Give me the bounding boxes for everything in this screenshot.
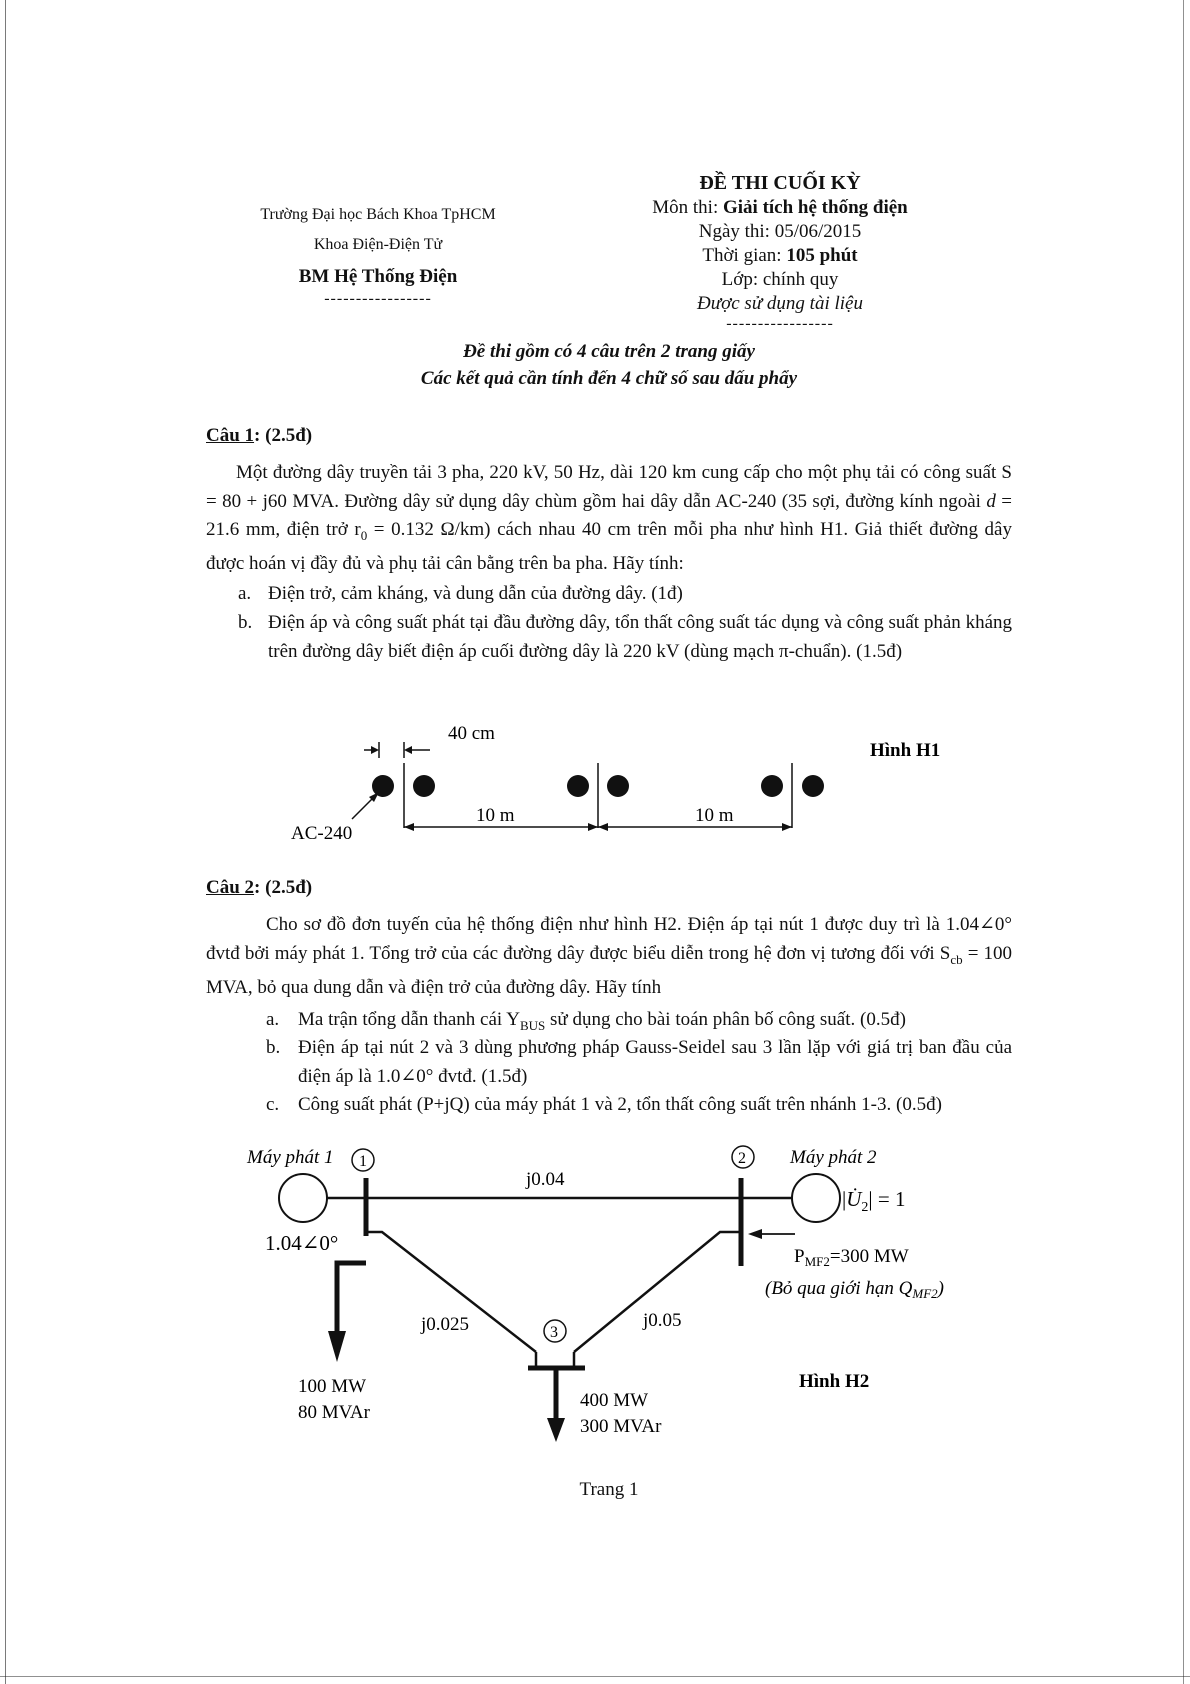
- figure-h1: [280, 715, 941, 850]
- line-1-3-impedance: j0.025: [421, 1314, 470, 1335]
- left-separator: -----------------: [324, 290, 432, 307]
- q1-item-a: a. Điện trở, cảm kháng, và dung dẫn của đường dây. (1đ): [238, 583, 683, 604]
- exam-duration: [612, 245, 948, 267]
- gen1-label: Máy phát 1: [247, 1147, 334, 1168]
- q1-heading: [206, 425, 312, 447]
- conductor-label: AC-240: [291, 823, 353, 844]
- conductor-1b: [413, 775, 435, 797]
- load-1-arrow: [328, 1331, 346, 1362]
- exam-subject: [612, 197, 948, 219]
- conductor-3b: [802, 775, 824, 797]
- q2-item-a: a. Ma trận tổng dẫn thanh cái $Y_{BUS}$ sử dụng cho bài toán phân bố công suất. (0.5đ): [266, 1009, 906, 1033]
- page-number: Trang 1: [579, 1479, 639, 1500]
- load-1-line: [337, 1263, 366, 1331]
- span1-arrow-right: [588, 823, 598, 831]
- q2-heading: [206, 877, 312, 899]
- bus-2-number: 2: [738, 1150, 746, 1167]
- bus2-voltage-magnitude: $|U̇_2| = 1$: [842, 1187, 906, 1215]
- generator-1-symbol: [279, 1174, 327, 1222]
- university-name: Trường Đại học Bách Khoa TpHCM: [260, 206, 496, 223]
- q2-points: : (2.5đ): [254, 877, 313, 898]
- q2-item-c: c. Công suất phát (P+jQ) của máy phát 1 và 2, tổn thất công suất trên nhánh 1-3. (0.5đ): [266, 1094, 942, 1115]
- instruction-line-2: Các kết quả cần tính đến 4 chữ số sau dấu phẩy: [420, 368, 798, 389]
- figure-h2: [0, 1130, 1190, 1460]
- figure-h1-label: Hình H1: [870, 740, 941, 761]
- d-variable: d: [986, 490, 996, 512]
- load1-active: 100 MW: [298, 1376, 367, 1397]
- conductor-2a: [567, 775, 589, 797]
- exam-date: Ngày thi: 05/06/2015: [698, 221, 862, 242]
- q1-label: Câu 1: [206, 425, 255, 446]
- subject-value: Giải tích hệ thống điện: [722, 197, 908, 218]
- bus-1-number: 1: [359, 1153, 367, 1170]
- span1-label: 10 m: [476, 805, 515, 826]
- gen2-label: Máy phát 2: [790, 1147, 877, 1168]
- exam-materials: Được sử dụng tài liệu: [697, 293, 863, 314]
- span1-arrow-left: [404, 823, 414, 831]
- q2-statement: Cho sơ đồ đơn tuyến của hệ thống điện như hình H2. Điện áp tại nút 1 được duy trì là 1.04∠0° đvtđ bởi máy phát 1. Tổng trở của các đường dây được biểu diễn trong hệ đơn vị tương đối với $S_{cb} = 100$ MVA, bỏ qua dung dẫn và điện trở của đường dây. Hãy tính: [206, 914, 1012, 998]
- q1-statement: Một đường dây truyền tải 3 pha, 220 kV, 50 Hz, dài 120 km cung cấp cho một phụ tải có công suất S = 80 + j60 MVA. Đường dây sử dụng dây chùm gồm hai dây dẫn AC-240 (35 sợi, đường kính ngoài d = 21.6 mm, điện trở $r_0 = 0.132$ Ω/km) cách nhau 40 cm trên mỗi pha như hình H1. Giả thiết đường dây được hoán vị đầy đủ và phụ tải cân bằng trên ba pha. Hãy tính:: [206, 462, 1012, 575]
- spacing-label: 40 cm: [448, 723, 495, 744]
- department-name: BM Hệ Thống Điện: [298, 266, 458, 287]
- right-separator: -----------------: [726, 315, 834, 332]
- line-2-3: [574, 1232, 741, 1352]
- exam-title: ĐỀ THI CUỐI KỲ: [699, 172, 861, 194]
- pmf2-label: $P_{MF2}=300$ MW: [794, 1246, 909, 1269]
- conductor-3a: [761, 775, 783, 797]
- bus1-voltage: 1.04∠0°: [265, 1231, 339, 1255]
- line-2-3-impedance: j0.05: [643, 1310, 682, 1331]
- dim-arrowhead-left: [371, 746, 379, 754]
- load-3-arrow: [547, 1418, 565, 1442]
- q2-item-b: b. Điện áp tại nút 2 và 3 dùng phương pháp Gauss-Seidel sau 3 lần lặp với giá trị ban đầu của điện áp là 1.0∠0° đvtđ. (1.5đ): [266, 1037, 1012, 1087]
- instruction-line-1: Đề thi gồm có 4 câu trên 2 trang giấy: [463, 341, 755, 362]
- subject-label: Môn thi:: [652, 197, 723, 218]
- span2-label: 10 m: [695, 805, 734, 826]
- exam-class: Lớp: chính quy: [721, 269, 839, 290]
- bus-3-number: 3: [550, 1324, 558, 1341]
- line-1-2-impedance: j0.04: [526, 1169, 565, 1190]
- figure-h2-label: Hình H2: [799, 1371, 870, 1392]
- conductor-1a: [372, 775, 394, 797]
- generator-2-symbol: [792, 1174, 840, 1222]
- load3-reactive: 300 MVAr: [580, 1416, 662, 1437]
- faculty-name: Khoa Điện-Điện Tử: [313, 236, 443, 253]
- q1-item-b: b. Điện áp và công suất phát tại đầu đường dây, tổn thất công suất tác dụng và công suất phản kháng trên đường dây biết điện áp cuối đường dây là 220 kV (dùng mạch π-chuẩn). (1.5đ): [238, 612, 1012, 662]
- load3-active: 400 MW: [580, 1390, 649, 1411]
- q2-label: Câu 2: [206, 877, 255, 898]
- conductor-2b: [607, 775, 629, 797]
- span2-arrow-right: [782, 823, 792, 831]
- time-label: Thời gian:: [702, 245, 787, 266]
- q1-points: : (2.5đ): [254, 425, 313, 446]
- qmf2-note: (Bỏ qua giới hạn $Q_{MF2}$): [765, 1278, 944, 1301]
- time-value: 105 phút: [786, 245, 858, 266]
- span2-arrow-left: [598, 823, 608, 831]
- scan-edge-bottom: [0, 1676, 1190, 1677]
- load1-reactive: 80 MVAr: [298, 1402, 370, 1423]
- pmf2-arrowhead: [748, 1229, 762, 1239]
